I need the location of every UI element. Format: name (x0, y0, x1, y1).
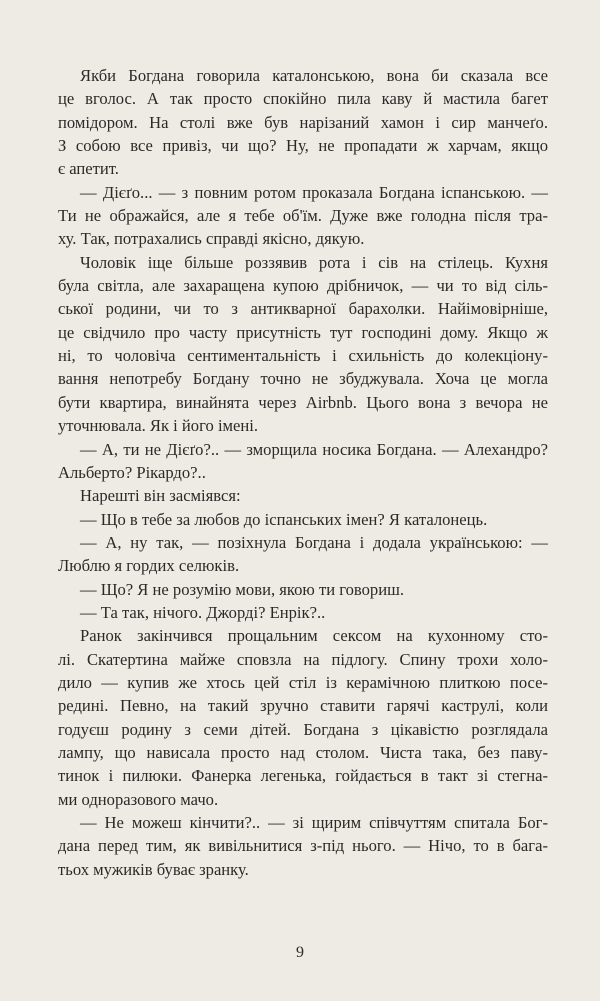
text-line: Альберто? Рікардо?.. (58, 462, 206, 482)
text-line: — Не можеш кінчити?.. — зі щирим співчуттям спитала Бог- (80, 813, 548, 832)
text-line: це свідчило про часту присутність тут господині дому. Якщо ж (58, 322, 548, 342)
text-line: ми одноразового мачо. (58, 789, 219, 809)
paragraph (58, 531, 548, 578)
paragraph (58, 624, 548, 811)
text-line: редині. Певно, на такий зручно ставити гарячі каструлі, коли (58, 696, 548, 716)
text-line: — Що? Я не розумію мови, якою ти говориш. (80, 579, 405, 599)
text-line: Ранок закінчився прощальним сексом на кухонному сто- (80, 626, 548, 646)
page-number: 9 (296, 944, 304, 961)
text-line: дана перед тим, як вивільнитися з-під нього. — Нічо, то в бага- (58, 836, 548, 856)
text-line: бути квартира, винайнята через Airbnb. Цього вона з вечора не (58, 392, 548, 412)
text-line: ні, то чоловіча сентиментальність і схильність до колекціону- (58, 346, 548, 366)
text-line: — А, ну так, — позіхнула Богдана і додала українською: — (80, 532, 548, 552)
text-line: лампу, що нависала просто над столом. Чиста така, без паву- (58, 742, 548, 762)
text-line: тьох мужиків буває зранку. (58, 859, 249, 879)
text-line: — Що в тебе за любов до іспанських імен? Я каталонець. (80, 509, 488, 529)
text-line: є апетит. (58, 159, 119, 179)
paragraph (58, 484, 548, 507)
text-line: Якби Богдана говорила каталонською, вона би сказала все (80, 66, 548, 85)
text-line: — А, ти не Дієґо?.. — зморщила носика Богдана. — Алехандро? (80, 439, 548, 459)
text-line: уточнювала. Як і його імені. (58, 416, 259, 436)
text-line: ської родини, чи то з антикварної барахолки. Найімовірніше, (58, 299, 548, 319)
book-page-text (58, 64, 548, 881)
text-line: Чоловік іще більше роззявив рота і сів на стілець. Кухня (80, 252, 548, 272)
text-line: лі. Скатертина майже сповзла на підлогу. Спину трохи холо- (58, 649, 548, 669)
paragraph (58, 601, 548, 624)
text-line: це вголос. А так просто спокійно пила каву й мастила багет (58, 89, 548, 109)
paragraph (58, 578, 548, 601)
paragraph (58, 251, 548, 438)
paragraph (58, 508, 548, 531)
text-line: З собою все привіз, чи що? Ну, не пропадати ж харчам, якщо (58, 136, 548, 156)
text-line: була світла, але захаращена купою дрібничок, — чи то від сіль- (58, 276, 548, 296)
paragraph (58, 438, 548, 485)
text-line: Нарешті він засміявся: (80, 486, 241, 506)
text-line: тинок і пилюки. Фанерка легенька, гойдається в такт зі стегна- (58, 766, 548, 786)
text-line: Ти не ображайся, але я тебе об'їм. Дуже вже голодна після тра- (58, 206, 548, 226)
text-line: годуєш родину з семи дітей. Богдана з цікавістю розглядала (58, 719, 548, 739)
text-line: дило — купив же хтось цей стіл із керамічною плиткою посе- (58, 672, 548, 692)
paragraph (58, 64, 548, 181)
paragraph (58, 811, 548, 881)
paragraph (58, 181, 548, 251)
text-line: ху. Так, потрахались справді якісно, дякую. (58, 229, 365, 249)
text-line: — Дієґо... — з повним ротом проказала Богдана іспанською. — (80, 182, 548, 202)
text-line: Люблю я гордих селюків. (58, 556, 240, 576)
text-line: помідором. На столі вже був нарізаний хамон і сир манчеґо. (58, 112, 548, 132)
text-line: вання непотребу Богдану точно не збуджувала. Хоча це могла (58, 369, 548, 389)
text-line: — Та так, нічого. Джорді? Енрік?.. (80, 602, 326, 622)
